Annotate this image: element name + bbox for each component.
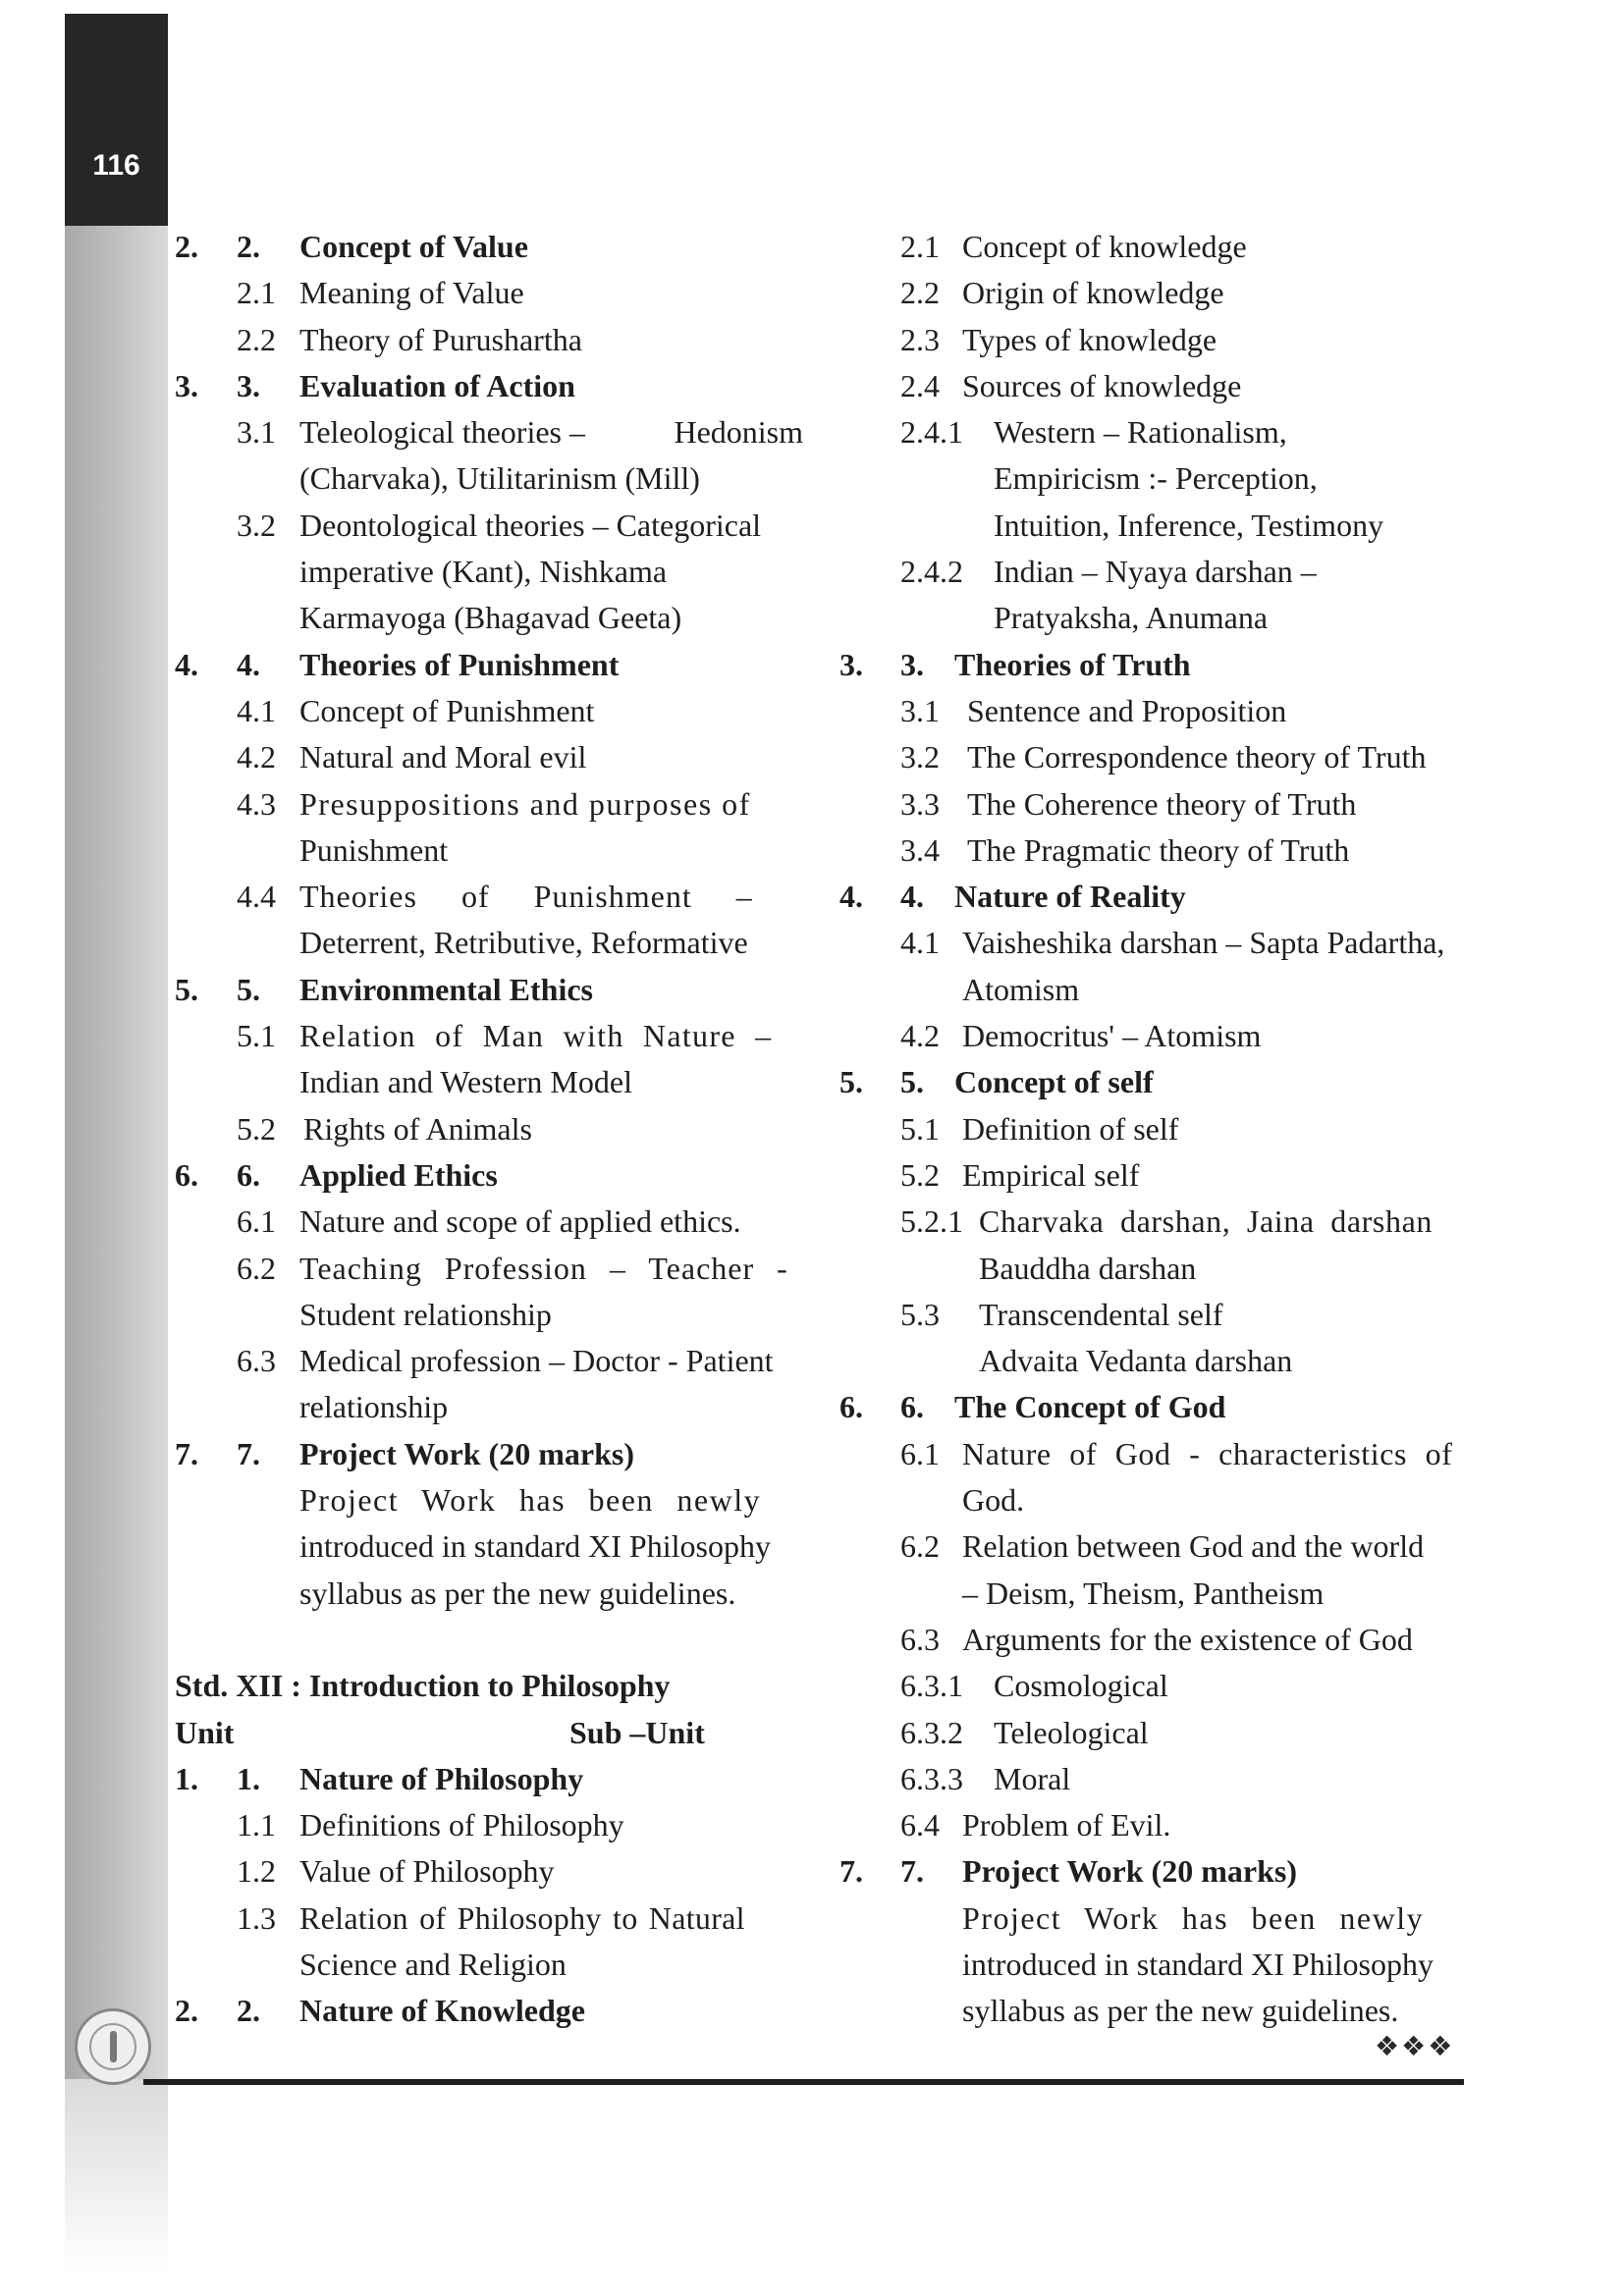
emblem-icon bbox=[75, 2008, 151, 2085]
subunit-item: 2.4 Sources of knowledge bbox=[900, 367, 1242, 403]
subunit-item: 2.1 Meaning of Value bbox=[237, 275, 524, 311]
subunit-continuation: – Deism, Theism, Pantheism bbox=[962, 1575, 1325, 1611]
subunit-item: 2.2 Origin of knowledge bbox=[900, 275, 1224, 311]
subunit-item: 2.1 Concept of knowledge bbox=[900, 229, 1247, 264]
subunit-item: 5.2.1 Charvaka darshan, Jaina darshan bbox=[900, 1203, 1433, 1240]
margin-strip bbox=[65, 226, 168, 2079]
subunit-item: 2.4.1 Western – Rationalism, bbox=[900, 414, 1287, 451]
subunit-item: 5.1 Relation of Man with Nature – bbox=[237, 1018, 773, 1054]
subunit-item: 3.1 Teleological theories – Hedonism bbox=[237, 414, 803, 451]
subunit-continuation: Indian and Western Model bbox=[299, 1064, 632, 1100]
subunit-item: 2.4.2 Indian – Nyaya darshan – bbox=[900, 554, 1317, 590]
subunit-item: 3.2 Deontological theories – Categorical bbox=[237, 507, 762, 543]
subunit-item: 6.1 Nature and scope of applied ethics. bbox=[237, 1203, 741, 1240]
subunit-item: 5.1 Definition of self bbox=[900, 1110, 1179, 1147]
unit-heading: 7. 7. Project Work (20 marks) bbox=[839, 1853, 1297, 1890]
subunit-item: 4.1 Vaisheshika darshan – Sapta Padartha, bbox=[900, 925, 1445, 961]
subunit-item: 4.1 Concept of Punishment bbox=[237, 692, 595, 728]
right-column bbox=[839, 224, 1468, 2035]
unit-heading: 7. 7. Project Work (20 marks) bbox=[175, 1435, 634, 1471]
page-number: 116 bbox=[92, 149, 140, 182]
subunit-item: 6.2 Teaching Profession – Teacher - bbox=[237, 1250, 788, 1286]
subunit-item: 6.3.2 Teleological bbox=[900, 1714, 1149, 1750]
unit-heading: 3. 3. Evaluation of Action bbox=[175, 367, 575, 403]
subunit-continuation: Empiricism :- Perception, bbox=[994, 460, 1318, 497]
subunit-continuation: Science and Religion bbox=[299, 1946, 567, 1982]
subunit-continuation: God. bbox=[962, 1482, 1025, 1519]
subunit-item: 3.3 The Coherence theory of Truth bbox=[900, 785, 1357, 822]
subunit-item: 2.3 Types of knowledge bbox=[900, 321, 1217, 357]
subunit-continuation: (Charvaka), Utilitarinism (Mill) bbox=[299, 460, 700, 497]
subunit-item: 5.3 Transcendental self bbox=[900, 1296, 1223, 1332]
subunit-item: 2.2 Theory of Purushartha bbox=[237, 321, 582, 357]
subunit-item: 6.1 Nature of God - characteristics of bbox=[900, 1435, 1453, 1471]
subunit-item: 6.3 Arguments for the existence of God bbox=[900, 1621, 1413, 1657]
unit-heading: 1. 1. Nature of Philosophy bbox=[175, 1760, 584, 1796]
subunit-item: 6.4 Problem of Evil. bbox=[900, 1807, 1171, 1843]
subunit-continuation: imperative (Kant), Nishkama bbox=[299, 554, 668, 590]
subunit-item: 6.3 Medical profession – Doctor - Patient bbox=[237, 1343, 774, 1379]
column-headers: Unit Sub –Unit bbox=[175, 1714, 705, 1750]
unit-heading: 5. 5. Concept of self bbox=[839, 1064, 1154, 1100]
subunit-item: 4.3 Presuppositions and purposes of bbox=[237, 785, 751, 822]
unit-heading: 6. 6. Applied Ethics bbox=[175, 1156, 498, 1193]
spacer bbox=[175, 1617, 803, 1663]
subunit-item: 4.2 Natural and Moral evil bbox=[237, 739, 587, 775]
subunit-item: 6.3.1 Cosmological bbox=[900, 1668, 1168, 1704]
subunit-item: 6.2 Relation between God and the world bbox=[900, 1528, 1425, 1565]
subunit-continuation: Punishment bbox=[299, 831, 449, 868]
subunit-continuation: relationship bbox=[299, 1389, 449, 1425]
subunit-continuation: Atomism bbox=[962, 971, 1080, 1007]
subunit-continuation: Deterrent, Retributive, Reformative bbox=[299, 925, 748, 961]
unit-heading: 5. 5. Environmental Ethics bbox=[175, 971, 593, 1007]
subunit-item: 4.2 Democritus' – Atomism bbox=[900, 1018, 1262, 1054]
margin-strip-fade bbox=[65, 2079, 168, 2275]
subunit-item: 1.1 Definitions of Philosophy bbox=[237, 1807, 624, 1843]
unit-heading: 3. 3. Theories of Truth bbox=[839, 646, 1191, 682]
paragraph-line: introduced in standard XI Philosophy bbox=[299, 1528, 771, 1565]
paragraph-line: Project Work has been newly bbox=[299, 1482, 762, 1519]
unit-heading: 4. 4. Nature of Reality bbox=[839, 879, 1186, 915]
section-title: Std. XII : Introduction to Philosophy bbox=[175, 1668, 671, 1704]
subunit-item: 6.3.3 Moral bbox=[900, 1760, 1071, 1796]
subunit-continuation: Student relationship bbox=[299, 1296, 552, 1332]
subunit-item: 5.2 Empirical self bbox=[900, 1156, 1140, 1193]
bottom-rule bbox=[143, 2079, 1464, 2085]
unit-heading: 6. 6. The Concept of God bbox=[839, 1389, 1226, 1425]
subunit-continuation: Karmayoga (Bhagavad Geeta) bbox=[299, 600, 682, 636]
left-column bbox=[175, 224, 803, 2035]
subunit-continuation: Advaita Vedanta darshan bbox=[979, 1343, 1293, 1379]
page-tab bbox=[65, 14, 168, 226]
subunit-continuation: Pratyaksha, Anumana bbox=[994, 600, 1269, 636]
subunit-item: 4.4 Theories of Punishment – bbox=[237, 879, 753, 915]
unit-heading: 4. 4. Theories of Punishment bbox=[175, 646, 620, 682]
paragraph-line: introduced in standard XI Philosophy bbox=[962, 1946, 1434, 1982]
unit-heading: 2. 2. Nature of Knowledge bbox=[175, 1993, 585, 2029]
paragraph-line: Project Work has been newly bbox=[962, 1899, 1425, 1936]
paragraph-line: syllabus as per the new guidelines. bbox=[299, 1575, 736, 1611]
subunit-item: 1.2 Value of Philosophy bbox=[237, 1853, 555, 1890]
subunit-continuation: Bauddha darshan bbox=[979, 1250, 1197, 1286]
subunit-item: 1.3 Relation of Philosophy to Natural bbox=[237, 1899, 745, 1936]
unit-heading: 2. 2. Concept of Value bbox=[175, 229, 528, 264]
subunit-continuation: Intuition, Inference, Testimony bbox=[994, 507, 1384, 543]
subunit-item: 3.2 The Correspondence theory of Truth bbox=[900, 739, 1427, 775]
subunit-item: 5.2 Rights of Animals bbox=[237, 1110, 532, 1147]
subunit-item: 3.4 The Pragmatic theory of Truth bbox=[900, 831, 1350, 868]
end-of-section-ornament: ❖❖❖ bbox=[1375, 2030, 1455, 2062]
paragraph-line: syllabus as per the new guidelines. bbox=[962, 1993, 1399, 2029]
subunit-item: 3.1 Sentence and Proposition bbox=[900, 692, 1287, 728]
